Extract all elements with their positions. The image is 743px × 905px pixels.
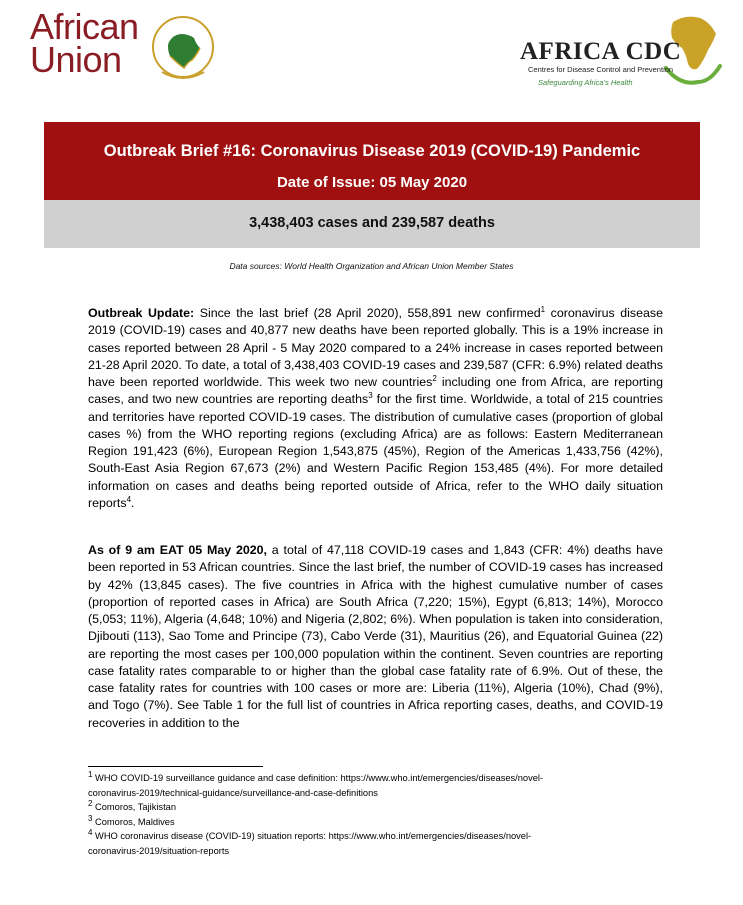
footnote-number: 1 <box>88 769 93 779</box>
footnote-ref-3: 3 <box>368 391 373 401</box>
footnote-text: WHO coronavirus disease (COVID-19) situation reports: https://www.who.int/emergencies/diseases/novel- <box>95 831 532 842</box>
para1-text-2: coronavirus disease 2019 (COVID-19) cases and 40,877 new deaths have been reported globally. This is a 19% increase in cases reported between 28 April - 5 May 2020 compared to a 24% increase in cases reported between 21-28 April 2020. To date, a total of 3,438,403 COVID-19 cases and 239,587 (CFR: 6.9%) related deaths have been reported worldwide. This week two new countries <box>88 306 663 389</box>
footnote-ref-1: 1 <box>540 304 546 314</box>
issue-date: Date of Issue: 05 May 2020 <box>276 174 468 191</box>
footnote-number: 3 <box>88 813 93 823</box>
african-union-wordmark <box>30 6 139 80</box>
para2-lead: As of 9 am EAT 05 May 2020, <box>88 543 267 557</box>
au-africa-emblem-icon <box>148 12 218 82</box>
title-banner <box>44 122 700 200</box>
cdc-title: AFRICA CDC <box>520 38 682 65</box>
au-logo-line1: African <box>30 6 139 47</box>
footnote-4-cont: coronavirus-2019/situation-reports <box>88 845 230 856</box>
footnote-3 <box>88 815 688 830</box>
footnote-number: 4 <box>88 828 93 838</box>
footnote-text: Comoros, Maldives <box>95 816 175 827</box>
footnote-divider <box>88 766 263 767</box>
cdc-tagline: Safeguarding Africa's Health <box>538 78 633 87</box>
para2-text: a total of 47,118 COVID-19 cases and 1,843 (CFR: 4%) deaths have been reported in 53 African countries. Since the last brief, the number of COVID-19 cases has increased by 42% (13,845 cases). The five countries in Africa with the highest cumulative number of cases (proportion of reported cases in Africa) are South Africa (7,220; 15%), Egypt (6,813; 14%), Morocco (5,053; 11%), Algeria (4,648; 10%) and Nigeria (2,802; 6%). When population is taken into consideration, Djibouti (113), Sao Tome and Principe (73), Cabo Verde (31), Mauritius (26), and Equatorial Guinea (22) are reporting the most cases per 100,000 population within the continent. Seven countries are reporting case fatality rates comparable to or higher than the global case fatality rate of 6.9%. Out of these, the case fatality rates for countries with 100 cases or more are: Liberia (11%), Algeria (10%), Chad (9%), and Togo (7%). See Table 1 for the full list of countries in Africa reporting cases, deaths, and COVID-19 recoveries in addition to the <box>88 543 663 730</box>
footnotes <box>88 771 688 859</box>
summary-stats: 3,438,403 cases and 239,587 deaths <box>249 215 495 231</box>
footnote-ref-2: 2 <box>432 373 437 383</box>
footnote-text: Comoros, Tajikistan <box>95 802 176 813</box>
outbreak-update-paragraph <box>88 305 663 512</box>
para1-text-1: Since the last brief (28 April 2020), 558,891 new confirmed <box>194 306 541 320</box>
footnote-1-cont: coronavirus-2019/technical-guidance/surveillance-and-case-definitions <box>88 787 378 798</box>
data-sources-note: Data sources: World Health Organization and African Union Member States <box>229 261 514 271</box>
footnote-text: WHO COVID-19 surveillance guidance and case definition: https://www.who.int/emergencies/diseases/novel- <box>95 773 544 783</box>
africa-cdc-logo <box>520 8 725 88</box>
footnote-4 <box>88 829 688 844</box>
summary-stats-bar <box>44 200 700 248</box>
footnote-1 <box>88 771 688 786</box>
footnote-number: 2 <box>88 799 93 809</box>
para1-text-5: . <box>131 495 135 510</box>
para1-text-4: for the first time. Worldwide, a total of 215 countries and territories have reported COVID-19 cases. The distribution of cumulative cases (proportion of global cases %) from the WHO reporting regions (excluding Africa) are as follows: Eastern Mediterranean Region 191,423 (6%), European Region 1,543,875 (45%), Region of the Americas 1,433,756 (42%), South-East Asia Region 67,673 (2%) and Western Pacific Region 153,485 (4%). For more detailed information on cases and deaths being reported outside of Africa, refer to the WHO daily situation reports <box>88 392 663 510</box>
footnote-ref-4: 4 <box>126 494 132 504</box>
para1-text-3: including one from Africa, are reporting cases, and two new countries are reporting deaths <box>88 375 663 407</box>
cdc-subtitle: Centres for Disease Control and Prevention <box>528 65 674 74</box>
africa-update-paragraph <box>88 542 663 732</box>
african-union-logo <box>30 6 210 80</box>
para1-lead: Outbreak Update: <box>88 306 195 320</box>
au-logo-line2: Union <box>30 39 122 80</box>
footnote-2 <box>88 800 688 815</box>
brief-title: Outbreak Brief #16: Coronavirus Disease 2019 (COVID-19) Pandemic <box>103 142 641 160</box>
